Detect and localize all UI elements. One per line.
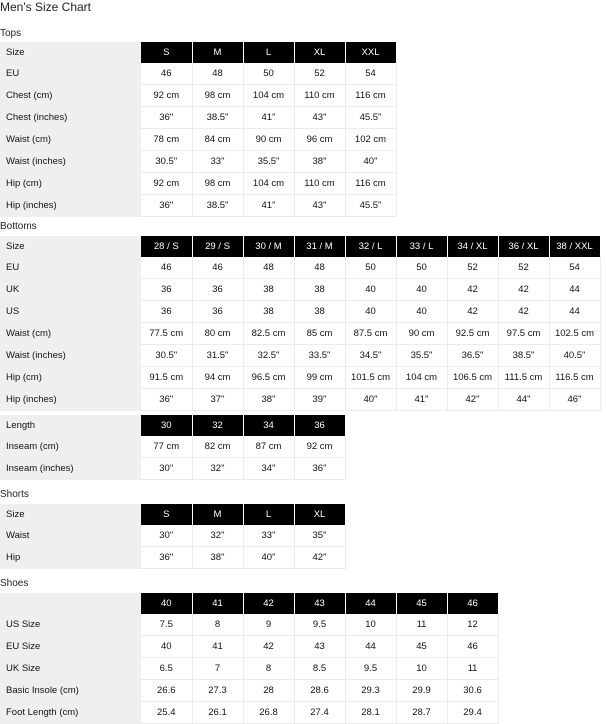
table-cell: 37" (192, 389, 243, 411)
header-label: Length (0, 415, 141, 436)
table-cell: 11 (396, 614, 447, 636)
table-row (0, 257, 600, 279)
table-cell: 104 cm (243, 85, 294, 107)
row-label: Foot Length (cm) (0, 702, 141, 724)
table-cell: 10 (396, 658, 447, 680)
size-header-cell: 46 (447, 593, 498, 614)
table-cell: 29.9 (396, 680, 447, 702)
table-cell: 77 cm (141, 436, 192, 458)
table-cell: 8 (243, 658, 294, 680)
table-cell: 42 (243, 636, 294, 658)
table-cell: 80 cm (192, 323, 243, 345)
table-cell: 48 (243, 257, 294, 279)
table-row (0, 636, 498, 658)
row-label: Hip (cm) (0, 173, 141, 195)
size-header-cell: 34 / XL (447, 236, 498, 257)
table-cell: 36" (141, 195, 192, 217)
table-cell: 33" (192, 151, 243, 173)
size-header-cell: 38 / XXL (549, 236, 600, 257)
table-cell: 82 cm (192, 436, 243, 458)
table-cell: 34" (243, 458, 294, 480)
row-label: Waist (cm) (0, 129, 141, 151)
size-header-cell: 29 / S (192, 236, 243, 257)
row-label: Waist (cm) (0, 323, 141, 345)
table-cell: 27.3 (192, 680, 243, 702)
table-cell: 38 (243, 301, 294, 323)
table-cell: 42 (447, 279, 498, 301)
table-cell: 110 cm (294, 85, 345, 107)
table-cell: 26.1 (192, 702, 243, 724)
row-label: EU (0, 63, 141, 85)
table-cell: 116 cm (345, 85, 396, 107)
table-cell: 38.5" (192, 107, 243, 129)
table-cell: 36" (141, 547, 192, 569)
table-cell: 46 (192, 257, 243, 279)
tops-size-table (0, 42, 397, 217)
table-row (0, 547, 345, 569)
row-label: Inseam (inches) (0, 458, 141, 480)
table-cell: 99 cm (294, 367, 345, 389)
bottoms-header-row (0, 236, 600, 257)
table-cell: 36.5" (447, 345, 498, 367)
row-label: Hip (inches) (0, 195, 141, 217)
row-label: UK Size (0, 658, 141, 680)
size-header-cell: 32 / L (345, 236, 396, 257)
table-row (0, 436, 345, 458)
table-row (0, 173, 396, 195)
table-cell: 36 (192, 301, 243, 323)
row-label: Chest (cm) (0, 85, 141, 107)
table-row (0, 63, 396, 85)
size-header-cell: 36 / XL (498, 236, 549, 257)
table-cell: 45 (396, 636, 447, 658)
table-cell: 116 cm (345, 173, 396, 195)
bottoms-size-table (0, 236, 601, 411)
table-cell: 50 (243, 63, 294, 85)
table-cell: 26.8 (243, 702, 294, 724)
table-row (0, 389, 600, 411)
table-cell: 50 (396, 257, 447, 279)
table-cell: 32" (192, 525, 243, 547)
table-row (0, 107, 396, 129)
tops-section-title: Tops (0, 28, 22, 39)
table-cell: 102.5 cm (549, 323, 600, 345)
table-row (0, 614, 498, 636)
table-row (0, 323, 600, 345)
table-cell: 90 cm (243, 129, 294, 151)
table-cell: 102 cm (345, 129, 396, 151)
table-cell: 44 (549, 301, 600, 323)
header-label (0, 593, 141, 614)
table-cell: 52 (498, 257, 549, 279)
table-cell: 41" (396, 389, 447, 411)
table-cell: 34.5" (345, 345, 396, 367)
table-row (0, 279, 600, 301)
row-label: Waist (0, 525, 141, 547)
row-label: Inseam (cm) (0, 436, 141, 458)
table-cell: 9 (243, 614, 294, 636)
size-header-cell: XL (294, 504, 345, 525)
table-cell: 96 cm (294, 129, 345, 151)
table-cell: 42" (294, 547, 345, 569)
table-cell: 54 (345, 63, 396, 85)
table-row (0, 85, 396, 107)
table-cell: 7.5 (141, 614, 192, 636)
length-header-row (0, 415, 345, 436)
table-cell: 33" (243, 525, 294, 547)
table-row (0, 195, 396, 217)
bottoms-section-title: Bottoms (0, 221, 37, 232)
size-header-cell: XL (294, 42, 345, 63)
table-cell: 33.5" (294, 345, 345, 367)
table-cell: 40 (396, 301, 447, 323)
table-cell: 38" (243, 389, 294, 411)
table-cell: 40 (141, 636, 192, 658)
table-cell: 48 (294, 257, 345, 279)
table-row (0, 301, 600, 323)
table-cell: 84 cm (192, 129, 243, 151)
row-label: Hip (0, 547, 141, 569)
table-cell: 38.5" (192, 195, 243, 217)
size-header-cell: 33 / L (396, 236, 447, 257)
size-header-cell: S (141, 504, 192, 525)
table-cell: 9.5 (294, 614, 345, 636)
size-header-cell: XXL (345, 42, 396, 63)
size-header-cell: 31 / M (294, 236, 345, 257)
table-cell: 48 (192, 63, 243, 85)
table-cell: 29.3 (345, 680, 396, 702)
table-cell: 98 cm (192, 173, 243, 195)
size-header-cell: 34 (243, 415, 294, 436)
table-cell: 38 (243, 279, 294, 301)
size-header-cell: 36 (294, 415, 345, 436)
table-cell: 45.5" (345, 107, 396, 129)
table-cell: 92 cm (294, 436, 345, 458)
table-cell: 52 (447, 257, 498, 279)
table-cell: 41" (243, 195, 294, 217)
table-cell: 92.5 cm (447, 323, 498, 345)
table-cell: 78 cm (141, 129, 192, 151)
table-row (0, 129, 396, 151)
row-label: Waist (inches) (0, 151, 141, 173)
table-cell: 28.6 (294, 680, 345, 702)
table-row (0, 458, 345, 480)
table-cell: 28.1 (345, 702, 396, 724)
table-cell: 90 cm (396, 323, 447, 345)
table-cell: 41 (192, 636, 243, 658)
shorts-size-table (0, 504, 346, 569)
table-cell: 8.5 (294, 658, 345, 680)
table-cell: 12 (447, 614, 498, 636)
table-cell: 40 (396, 279, 447, 301)
table-row (0, 345, 600, 367)
row-label: Hip (inches) (0, 389, 141, 411)
table-cell: 28.7 (396, 702, 447, 724)
row-label: UK (0, 279, 141, 301)
table-cell: 38" (192, 547, 243, 569)
table-row (0, 525, 345, 547)
table-cell: 7 (192, 658, 243, 680)
table-cell: 36 (141, 301, 192, 323)
table-cell: 104 cm (396, 367, 447, 389)
size-header-cell: 28 / S (141, 236, 192, 257)
table-cell: 43" (294, 195, 345, 217)
table-cell: 46 (447, 636, 498, 658)
table-cell: 32.5" (243, 345, 294, 367)
shoes-section-title: Shoes (0, 578, 29, 589)
size-header-cell: 44 (345, 593, 396, 614)
table-cell: 96.5 cm (243, 367, 294, 389)
table-row (0, 151, 396, 173)
shoes-header-row (0, 593, 498, 614)
header-label: Size (0, 236, 141, 257)
table-cell: 52 (294, 63, 345, 85)
size-header-cell: 30 (141, 415, 192, 436)
page-title: Men's Size Chart (0, 0, 91, 14)
table-row (0, 367, 600, 389)
row-label: Waist (inches) (0, 345, 141, 367)
size-header-cell: 32 (192, 415, 243, 436)
table-cell: 44 (549, 279, 600, 301)
size-header-cell: M (192, 504, 243, 525)
table-cell: 87 cm (243, 436, 294, 458)
row-label: EU (0, 257, 141, 279)
size-header-cell: S (141, 42, 192, 63)
row-label: Basic Insole (cm) (0, 680, 141, 702)
table-cell: 116.5 cm (549, 367, 600, 389)
table-row (0, 658, 498, 680)
table-cell: 30" (141, 458, 192, 480)
table-cell: 38 (294, 301, 345, 323)
table-cell: 54 (549, 257, 600, 279)
table-cell: 98 cm (192, 85, 243, 107)
table-cell: 46" (549, 389, 600, 411)
table-cell: 92 cm (141, 173, 192, 195)
size-header-cell: 30 / M (243, 236, 294, 257)
table-cell: 46 (141, 257, 192, 279)
table-cell: 36 (141, 279, 192, 301)
table-cell: 104 cm (243, 173, 294, 195)
table-cell: 94 cm (192, 367, 243, 389)
table-cell: 10 (345, 614, 396, 636)
size-header-cell: 43 (294, 593, 345, 614)
table-cell: 43" (294, 107, 345, 129)
table-cell: 39" (294, 389, 345, 411)
size-header-cell: L (243, 42, 294, 63)
table-cell: 35.5" (243, 151, 294, 173)
table-cell: 45.5" (345, 195, 396, 217)
table-cell: 46 (141, 63, 192, 85)
table-cell: 101.5 cm (345, 367, 396, 389)
table-cell: 42 (498, 279, 549, 301)
table-cell: 38 (294, 279, 345, 301)
table-row (0, 702, 498, 724)
table-cell: 41" (243, 107, 294, 129)
shorts-header-row (0, 504, 345, 525)
table-cell: 42" (447, 389, 498, 411)
table-cell: 30.5" (141, 151, 192, 173)
shoes-size-table (0, 593, 499, 724)
table-cell: 40 (345, 301, 396, 323)
table-cell: 87.5 cm (345, 323, 396, 345)
table-row (0, 680, 498, 702)
table-cell: 40 (345, 279, 396, 301)
table-cell: 28 (243, 680, 294, 702)
table-cell: 111.5 cm (498, 367, 549, 389)
table-cell: 77.5 cm (141, 323, 192, 345)
table-cell: 6.5 (141, 658, 192, 680)
size-header-cell: M (192, 42, 243, 63)
table-cell: 9.5 (345, 658, 396, 680)
table-cell: 97.5 cm (498, 323, 549, 345)
table-cell: 27.4 (294, 702, 345, 724)
table-cell: 38.5" (498, 345, 549, 367)
table-cell: 91.5 cm (141, 367, 192, 389)
table-cell: 44 (345, 636, 396, 658)
row-label: US (0, 301, 141, 323)
table-cell: 38" (294, 151, 345, 173)
shorts-section-title: Shorts (0, 489, 29, 500)
size-header-cell: 41 (192, 593, 243, 614)
table-cell: 82.5 cm (243, 323, 294, 345)
table-cell: 44" (498, 389, 549, 411)
table-cell: 85 cm (294, 323, 345, 345)
table-cell: 42 (447, 301, 498, 323)
table-cell: 31.5" (192, 345, 243, 367)
size-header-cell: 45 (396, 593, 447, 614)
table-cell: 11 (447, 658, 498, 680)
table-cell: 40" (345, 151, 396, 173)
table-cell: 36" (141, 107, 192, 129)
table-cell: 36" (294, 458, 345, 480)
table-cell: 35.5" (396, 345, 447, 367)
table-cell: 29.4 (447, 702, 498, 724)
row-label: US Size (0, 614, 141, 636)
table-cell: 92 cm (141, 85, 192, 107)
table-cell: 110 cm (294, 173, 345, 195)
table-cell: 40" (243, 547, 294, 569)
row-label: Chest (inches) (0, 107, 141, 129)
size-header-cell: 40 (141, 593, 192, 614)
header-label: Size (0, 504, 141, 525)
table-cell: 43 (294, 636, 345, 658)
size-header-cell: 42 (243, 593, 294, 614)
table-cell: 30" (141, 525, 192, 547)
table-cell: 26.6 (141, 680, 192, 702)
table-cell: 42 (498, 301, 549, 323)
table-cell: 36" (141, 389, 192, 411)
header-label: Size (0, 42, 141, 63)
row-label: EU Size (0, 636, 141, 658)
table-cell: 40.5" (549, 345, 600, 367)
length-size-table (0, 415, 346, 480)
table-cell: 35" (294, 525, 345, 547)
table-cell: 25.4 (141, 702, 192, 724)
table-cell: 30.6 (447, 680, 498, 702)
table-cell: 32" (192, 458, 243, 480)
row-label: Hip (cm) (0, 367, 141, 389)
table-cell: 30.5" (141, 345, 192, 367)
size-header-cell: L (243, 504, 294, 525)
table-cell: 8 (192, 614, 243, 636)
table-cell: 106.5 cm (447, 367, 498, 389)
table-cell: 50 (345, 257, 396, 279)
tops-header-row (0, 42, 396, 63)
table-cell: 36 (192, 279, 243, 301)
table-cell: 40" (345, 389, 396, 411)
